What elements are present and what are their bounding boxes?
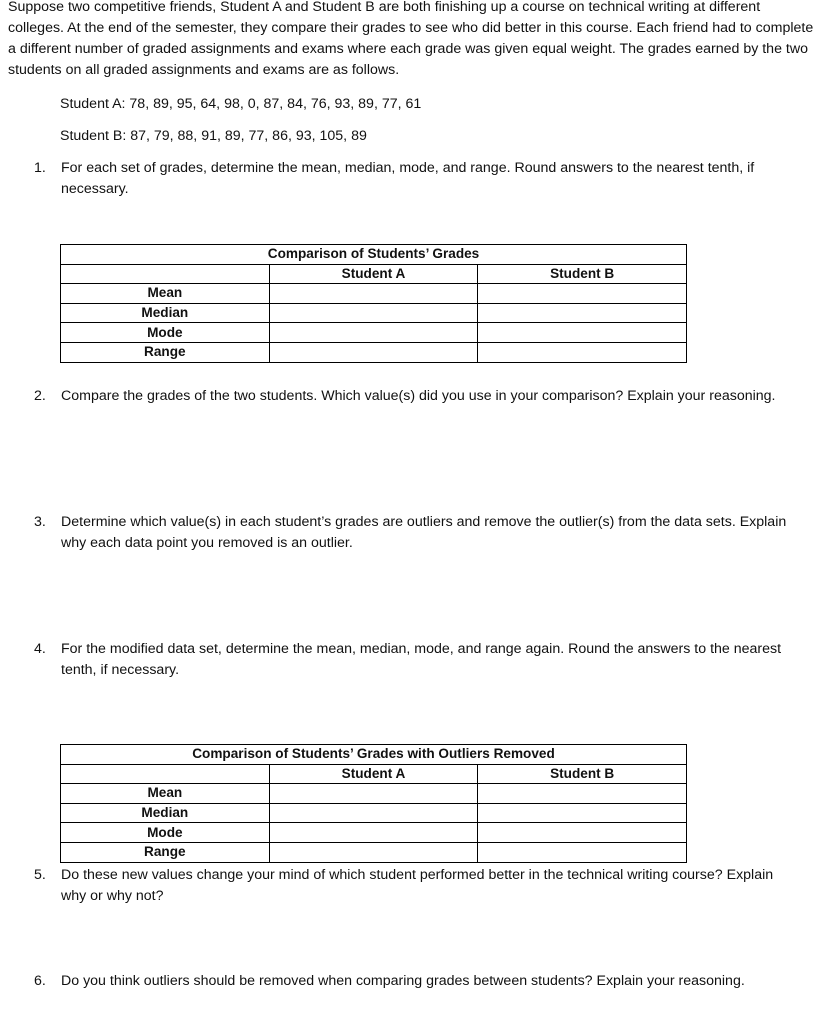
row-label-mode: Mode xyxy=(61,823,270,843)
answer-cell[interactable] xyxy=(478,284,687,304)
answer-cell[interactable] xyxy=(269,284,478,304)
row-label-range: Range xyxy=(61,842,270,862)
answer-cell[interactable] xyxy=(269,323,478,343)
question-number: 5. xyxy=(34,867,46,883)
table-row xyxy=(61,303,687,323)
answer-cell[interactable] xyxy=(269,303,478,323)
student-b-grades: Student B: 87, 79, 88, 91, 89, 77, 86, 93, 105, 89 xyxy=(60,128,367,144)
row-label-median: Median xyxy=(61,803,270,823)
column-header-student-b: Student B xyxy=(478,764,687,784)
question-text: For the modified data set, determine the mean, median, mode, and range again. Round the answers to the nearest tenth, if necessary. xyxy=(61,641,782,678)
answer-cell[interactable] xyxy=(478,784,687,804)
answer-cell[interactable] xyxy=(478,842,687,862)
table-row xyxy=(61,784,687,804)
question-number: 2. xyxy=(34,388,46,404)
intro-paragraph: Suppose two competitive friends, Student A and Student B are both finishing up a course on technical writing at different colleges. At the end of the semester, they compare their grades to see who did better in this course. Each friend had to complete a different number of graded assignments and exams where each grade was given equal weight. The grades earned by the two students on all graded assignments and exams are as follows. xyxy=(8,0,814,78)
answer-cell[interactable] xyxy=(478,323,687,343)
answer-cell[interactable] xyxy=(269,842,478,862)
answer-cell[interactable] xyxy=(269,784,478,804)
answer-cell[interactable] xyxy=(478,342,687,362)
question-text: Do you think outliers should be removed when comparing grades between students? Explain your reasoning. xyxy=(61,973,745,989)
table-row xyxy=(61,803,687,823)
table-corner-cell xyxy=(61,764,270,784)
row-label-mean: Mean xyxy=(61,284,270,304)
table-row xyxy=(61,823,687,843)
answer-cell[interactable] xyxy=(269,803,478,823)
question-text: Do these new values change your mind of which student performed better in the technical writing course? Explain why or why not? xyxy=(61,867,774,904)
question-number: 3. xyxy=(34,514,46,530)
column-header-student-a: Student A xyxy=(269,264,478,284)
question-number: 6. xyxy=(34,973,46,989)
answer-cell[interactable] xyxy=(478,823,687,843)
question-number: 4. xyxy=(34,641,46,657)
grades-table xyxy=(60,244,687,363)
table-corner-cell xyxy=(61,264,270,284)
table-row xyxy=(61,842,687,862)
question-text: Determine which value(s) in each student’s grades are outliers and remove the outlier(s) from the data sets. Explain why each data point you removed is an outlier. xyxy=(61,514,787,551)
column-header-student-a: Student A xyxy=(269,764,478,784)
student-a-grades: Student A: 78, 89, 95, 64, 98, 0, 87, 84, 76, 93, 89, 77, 61 xyxy=(60,96,422,112)
table-title: Comparison of Students’ Grades with Outliers Removed xyxy=(61,745,687,765)
row-label-range: Range xyxy=(61,342,270,362)
table-row xyxy=(61,323,687,343)
outliers-removed-table xyxy=(60,744,687,863)
answer-cell[interactable] xyxy=(269,823,478,843)
table-row xyxy=(61,342,687,362)
answer-cell[interactable] xyxy=(478,303,687,323)
question-text: Compare the grades of the two students. Which value(s) did you use in your comparison? Explain your reasoning. xyxy=(61,388,776,404)
table-row xyxy=(61,284,687,304)
row-label-mode: Mode xyxy=(61,323,270,343)
row-label-median: Median xyxy=(61,303,270,323)
answer-cell[interactable] xyxy=(478,803,687,823)
question-text: For each set of grades, determine the mean, median, mode, and range. Round answers to the nearest tenth, if necessary. xyxy=(61,160,755,197)
column-header-student-b: Student B xyxy=(478,264,687,284)
question-number: 1. xyxy=(34,160,46,176)
row-label-mean: Mean xyxy=(61,784,270,804)
answer-cell[interactable] xyxy=(269,342,478,362)
table-title: Comparison of Students’ Grades xyxy=(61,245,687,265)
